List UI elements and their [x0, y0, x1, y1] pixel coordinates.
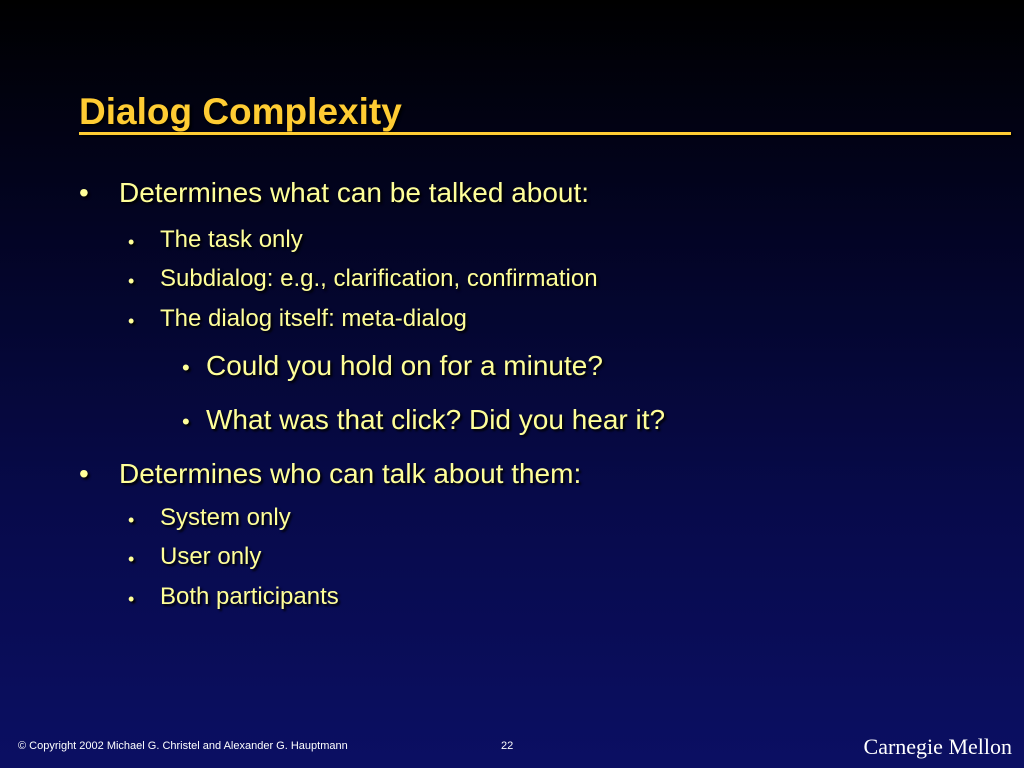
bullet-marker: • [79, 458, 89, 489]
bullet-marker: • [128, 549, 135, 569]
bullet-marker: • [182, 355, 190, 380]
footer-copyright: © Copyright 2002 Michael G. Christel and Alexander G. Hauptmann [18, 740, 348, 752]
bullet-text: System only [160, 504, 291, 531]
bullet-marker: • [182, 409, 190, 434]
bullet-text: The task only [160, 226, 303, 253]
bullet-marker: • [128, 232, 135, 252]
bullet-marker: • [79, 177, 89, 208]
bullet-text: Determines who can talk about them: [119, 458, 582, 489]
bullet-text: Subdialog: e.g., clarification, confirmation [160, 265, 598, 292]
bullet-text: What was that click? Did you hear it? [206, 404, 666, 435]
title-underline-rule [79, 132, 1011, 135]
bullet-marker: • [128, 311, 135, 331]
bullet-text: User only [160, 543, 262, 570]
bullet-text: Could you hold on for a minute? [206, 350, 603, 381]
bullet-marker: • [128, 589, 135, 609]
bullet-text: Determines what can be talked about: [119, 177, 590, 208]
bullet-text: Both participants [160, 583, 339, 610]
bullet-text: The dialog itself: meta-dialog [160, 305, 467, 332]
bullet-marker: • [128, 510, 135, 530]
footer-logo-carnegie-mellon: Carnegie Mellon [863, 734, 1012, 759]
slide-title: Dialog Complexity [79, 91, 402, 132]
footer-page-number: 22 [501, 740, 514, 752]
bullet-marker: • [128, 271, 135, 291]
